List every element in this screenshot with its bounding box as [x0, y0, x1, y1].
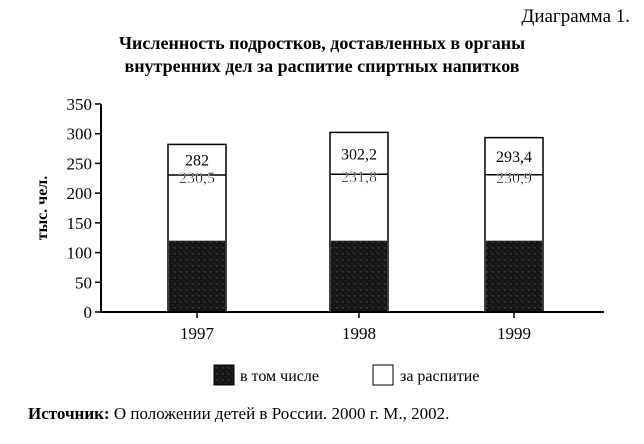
data-label-part-1999: 230,9 — [496, 169, 532, 187]
y-tick-label: 300 — [66, 124, 92, 144]
diagram-label: Диаграмма 1. — [521, 6, 630, 27]
y-tick-label: 100 — [66, 243, 92, 263]
legend-swatch-white — [373, 365, 393, 385]
y-tick-label: 250 — [66, 154, 92, 174]
legend-swatch-dark — [214, 365, 234, 385]
bar-fill-1997 — [169, 241, 225, 312]
bar-fill-1999 — [486, 241, 542, 312]
x-tick-label: 1998 — [342, 324, 376, 343]
y-tick-label: 50 — [75, 273, 92, 293]
data-label-total-1999: 293,4 — [496, 149, 532, 167]
y-tick-label: 150 — [66, 213, 92, 233]
y-axis — [67, 95, 102, 322]
x-tick-label: 1997 — [180, 324, 214, 343]
legend-label-series-2: за распитие — [400, 368, 480, 385]
data-label-total-1997: 282 — [185, 152, 209, 170]
data-label-total-1998: 302,2 — [341, 146, 377, 164]
legend-label-series-1: в том числе — [240, 368, 319, 385]
y-tick-label: 0 — [83, 303, 92, 322]
chart-title-line-1: Численность подростков, доставленных в органы — [118, 33, 526, 53]
y-axis-title: тыс. чел. — [34, 175, 51, 241]
y-tick-label: 350 — [66, 95, 92, 114]
x-tick-label: 1999 — [497, 324, 531, 343]
bar-fill-1998 — [331, 241, 387, 312]
x-axis — [101, 312, 604, 343]
chart-title-line-2: внутренних дел за распитие спиртных напитков — [124, 56, 520, 76]
data-label-part-1998: 231,8 — [341, 169, 377, 187]
y-tick-label: 200 — [66, 184, 92, 204]
source-text: О положении детей в России. 2000 г. М., 2002. — [109, 404, 450, 423]
legend — [214, 365, 479, 385]
source-note — [28, 404, 449, 424]
data-label-part-1997: 230,5 — [179, 170, 215, 188]
source-label: Источник: — [28, 404, 110, 423]
bars-group — [168, 132, 543, 312]
